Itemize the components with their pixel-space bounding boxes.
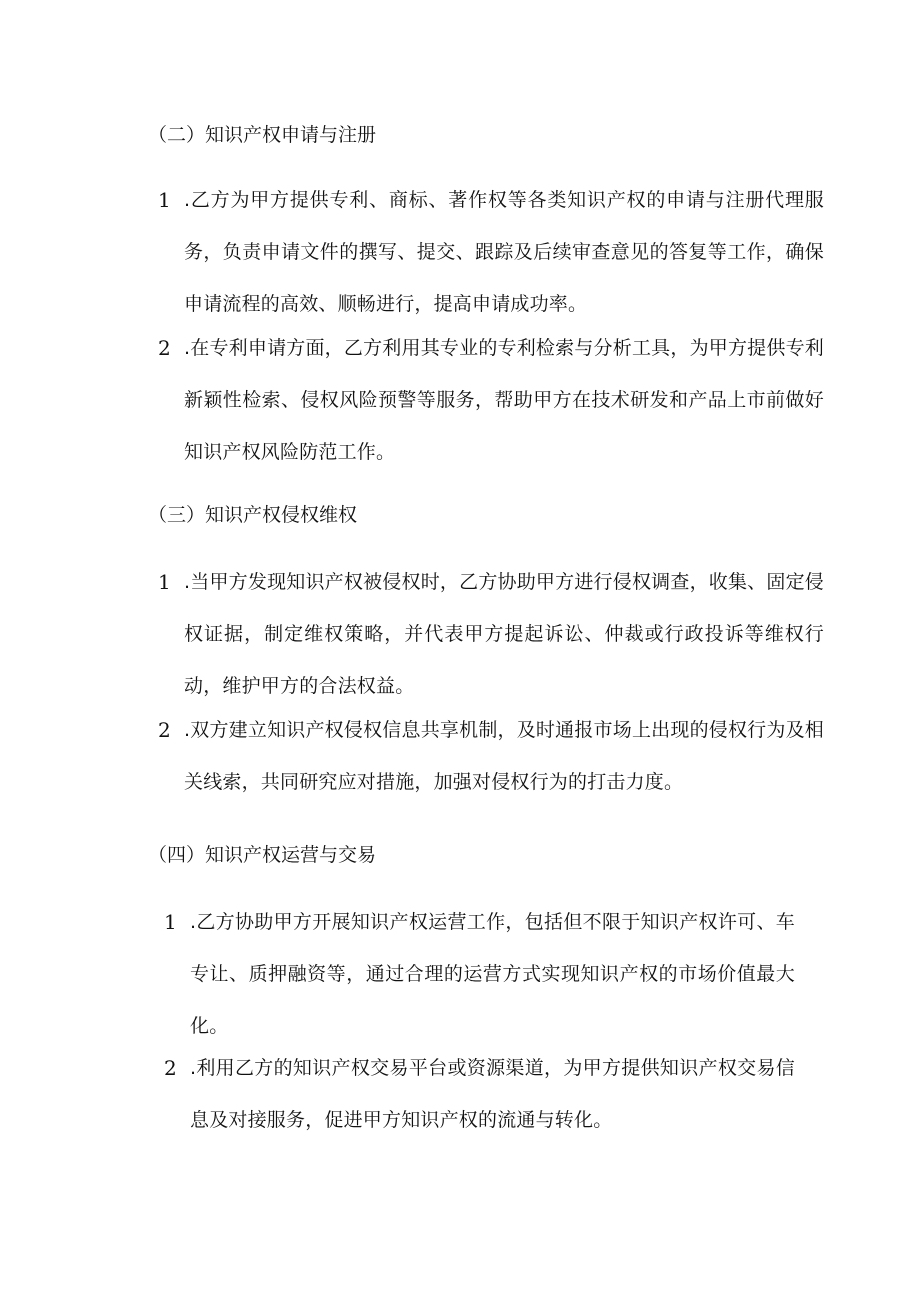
item-text: .乙方为甲方提供专利、商标、著作权等各类知识产权的申请与注册代理服务，负责申请文件的撰写、提交、跟踪及后续审查意见的答复等工作，确保申请流程的高效、顺畅进行，提高申请成功率。 <box>184 189 824 315</box>
section-heading-2: （二）知识产权申请与注册 <box>148 124 377 146</box>
item-number: 2 <box>164 1056 177 1080</box>
list-item <box>158 186 824 330</box>
item-number: 2 <box>158 336 171 360</box>
section-heading-4: （四）知识产权运营与交易 <box>148 844 377 866</box>
item-text: .当甲方发现知识产权被侵权时，乙方协助甲方进行侵权调查，收集、固定侵权证据，制定维权策略，并代表甲方提起诉讼、仲裁或行政投诉等维权行动，维护甲方的合法权益。 <box>184 571 824 697</box>
item-number: 1 <box>158 188 171 212</box>
item-number: 2 <box>158 718 171 742</box>
section-heading-3: （三）知识产权侵权维权 <box>148 504 358 526</box>
list-item <box>158 334 824 478</box>
list-item <box>164 1054 795 1146</box>
list-item <box>158 716 824 808</box>
item-number: 1 <box>158 570 171 594</box>
item-number: 1 <box>164 910 177 934</box>
list-item <box>158 568 824 712</box>
item-text: .在专利申请方面，乙方利用其专业的专利检索与分析工具，为甲方提供专利新颖性检索、侵权风险预警等服务，帮助甲方在技术研发和产品上市前做好知识产权风险防范工作。 <box>184 337 824 463</box>
item-text: .双方建立知识产权侵权信息共享机制，及时通报市场上出现的侵权行为及相关线索，共同研究应对措施，加强对侵权行为的打击力度。 <box>184 719 824 793</box>
list-item <box>164 908 795 1052</box>
item-text: .利用乙方的知识产权交易平台或资源渠道，为甲方提供知识产权交易信息及对接服务，促进甲方知识产权的流通与转化。 <box>190 1057 795 1131</box>
item-text: .乙方协助甲方开展知识产权运营工作，包括但不限于知识产权许可、车专让、质押融资等，通过合理的运营方式实现知识产权的市场价值最大化。 <box>190 911 795 1037</box>
